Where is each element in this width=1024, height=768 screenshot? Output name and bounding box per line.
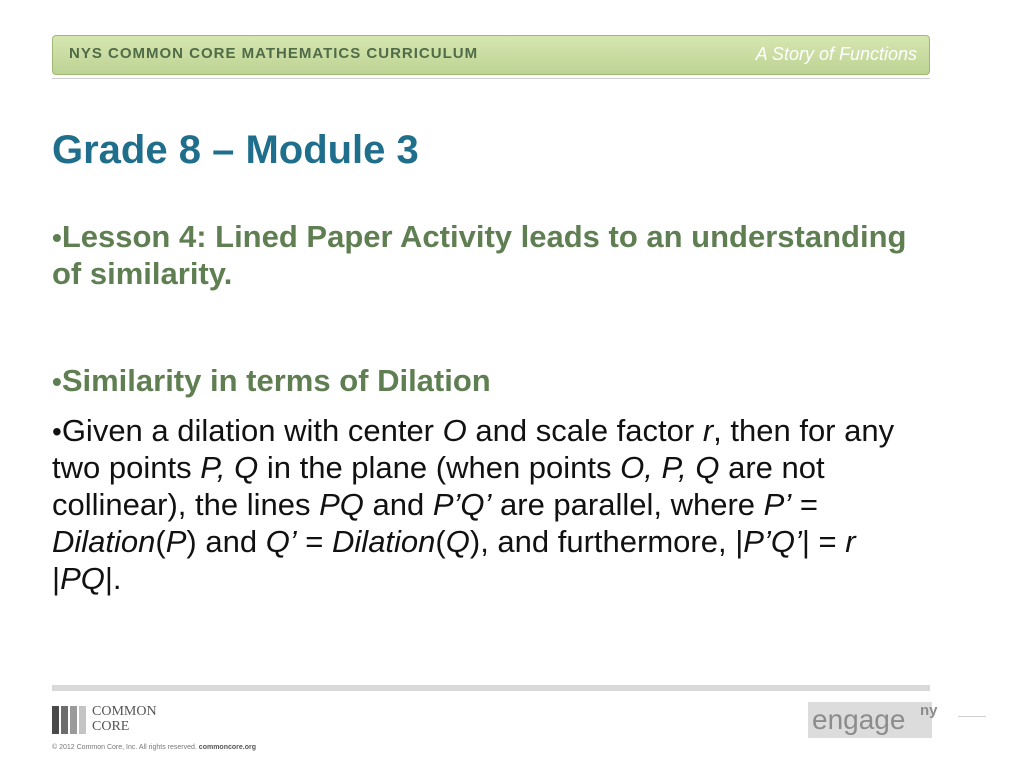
- definition-part: P’Q’: [743, 524, 802, 560]
- definition-part: and scale factor: [466, 412, 703, 448]
- definition-part: |: [52, 561, 61, 597]
- definition-part: , then for any two points: [52, 412, 895, 485]
- definition-part: =: [296, 524, 333, 560]
- definition-part: P’: [763, 486, 792, 522]
- definition-part: PQ: [319, 486, 364, 522]
- definition-part: r: [845, 524, 856, 560]
- common-core-wordmark: [92, 704, 157, 734]
- bullet-marker: •: [52, 366, 62, 398]
- definition-part: r: [702, 412, 714, 448]
- page-title: Grade 8 – Module 3: [52, 128, 419, 172]
- definition-part: (: [435, 524, 446, 560]
- common-core-logo: [52, 704, 192, 734]
- dilation-definition-bullet: [52, 412, 912, 598]
- similarity-text: Similarity in terms of Dilation: [61, 363, 491, 399]
- definition-part: PQ: [60, 561, 105, 597]
- common-core-logo-icon: [52, 706, 86, 734]
- definition-part: ), and furthermore, |: [469, 524, 744, 560]
- definition-part: O: [442, 412, 467, 448]
- header-divider: [52, 78, 930, 79]
- similarity-bullet: [52, 362, 912, 399]
- definition-part: P’Q’: [432, 486, 492, 522]
- copyright-link[interactable]: commoncore.org: [198, 744, 256, 751]
- corner-divider: [958, 716, 986, 717]
- footer-divider: [52, 685, 930, 691]
- lesson-text: Lesson 4: Lined Paper Activity leads to an understanding of similarity.: [52, 219, 907, 292]
- definition-part: Given a dilation with center: [61, 412, 443, 448]
- curriculum-title: NYS COMMON CORE MATHEMATICS CURRICULUM: [69, 45, 479, 62]
- content-body: [52, 218, 912, 598]
- story-subtitle: A Story of Functions: [755, 44, 917, 64]
- definition-part: Q: [445, 524, 470, 560]
- bullet-marker: •: [52, 222, 62, 253]
- definition-part: |.: [104, 561, 122, 597]
- definition-part: =: [791, 486, 818, 522]
- engageny-logo-icon: [808, 702, 938, 738]
- definition-part: O, P, Q: [620, 449, 720, 485]
- copyright-notice: [52, 744, 256, 751]
- definition-part: (: [155, 524, 166, 560]
- definition-part: Dilation: [52, 524, 156, 560]
- definition-part: in the plane (when points: [258, 449, 621, 485]
- definition-part: | =: [801, 524, 846, 560]
- bullet-marker: •: [52, 415, 62, 447]
- header-bar: [52, 35, 930, 75]
- definition-part: P: [165, 524, 187, 560]
- logo-line-2: CORE: [92, 719, 130, 734]
- definition-part: are parallel, where: [491, 486, 764, 522]
- definition-part: ) and: [186, 524, 266, 560]
- logo-line-1: COMMON: [92, 704, 157, 719]
- definition-part: P, Q: [200, 449, 259, 485]
- definition-part: and: [363, 486, 433, 522]
- engage-wordmark: engage: [812, 704, 906, 735]
- engage-superscript: ny: [920, 702, 938, 719]
- definition-part: are not collinear), the lines: [52, 449, 825, 522]
- definition-part: Dilation: [332, 524, 436, 560]
- definition-part: Q’: [265, 524, 297, 560]
- copyright-text: © 2012 Common Core, Inc. All rights reserved.: [52, 744, 197, 751]
- lesson-bullet: [52, 218, 912, 292]
